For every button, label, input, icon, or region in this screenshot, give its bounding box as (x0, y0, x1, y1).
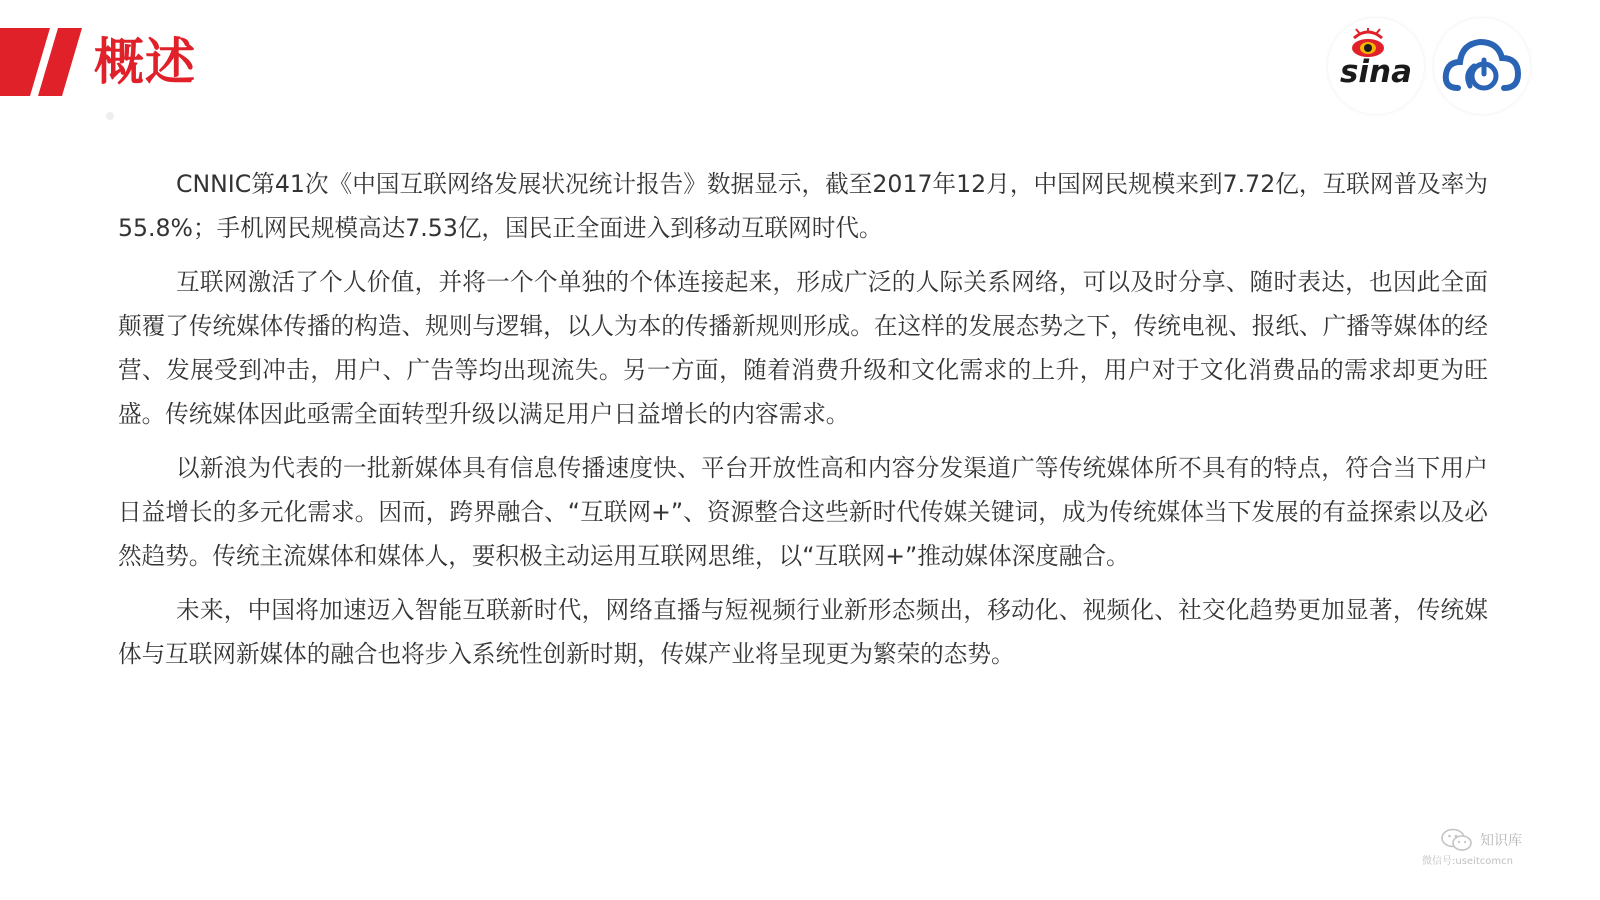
paragraph-cnnic-report: CNNIC第41次《中国互联网络发展状况统计报告》数据显示，截至2017年12月，中国网民规模来到7.72亿，互联网普及率为55.8%；手机网民规模高达7.53亿，国民正全面进入到移动互联网时代。 (118, 170, 1488, 242)
paragraph-internet-value: 互联网激活了个人价值，并将一个个单独的个体连接起来，形成广泛的人际关系网络，可以及时分享、随时表达，也因此全面颠覆了传统媒体传播的构造、规则与逻辑，以人为本的传播新规则形成。在这样的发展态势之下，传统电视、报纸、广播等媒体的经营、发展受到冲击，用户、广告等均出现流失。另一方面，随着消费升级和文化需求的上升，用户对于文化消费品的需求却更为旺盛。传统媒体因此亟需全面转型升级以满足用户日益增长的内容需求。 (118, 268, 1488, 428)
watermark-id: 微信号:useitcomcn (1422, 856, 1513, 867)
watermark-name: 知识库 (1480, 833, 1522, 849)
watermark (1422, 826, 1562, 870)
cloud-logo (1434, 18, 1530, 114)
sina-logo-text: sina (1339, 54, 1413, 90)
paragraph-future: 未来，中国将加速迈入智能互联新时代，网络直播与短视频行业新形态频出，移动化、视频化、社交化趋势更加显著，传统媒体与互联网新媒体的融合也将步入系统性创新时期，传媒产业将呈现更为繁荣的态势。 (118, 596, 1488, 668)
page-title: 概述 (94, 33, 196, 91)
cloud-refresh-icon (1440, 28, 1524, 104)
sina-logo (1328, 18, 1424, 114)
wechat-icon (1440, 828, 1474, 852)
title-accent-bar (0, 28, 82, 96)
decorative-dot (106, 112, 114, 120)
paragraph-new-media: 以新浪为代表的一批新媒体具有信息传播速度快、平台开放性高和内容分发渠道广等传统媒体所不具有的特点，符合当下用户日益增长的多元化需求。因而，跨界融合、“互联网+”、资源整合这些新时代传媒关键词，成为传统媒体当下发展的有益探索以及必然趋势。传统主流媒体和媒体人，要积极主动运用互联网思维，以“互联网+”推动媒体深度融合。 (118, 454, 1488, 570)
overview-content (118, 162, 1488, 686)
